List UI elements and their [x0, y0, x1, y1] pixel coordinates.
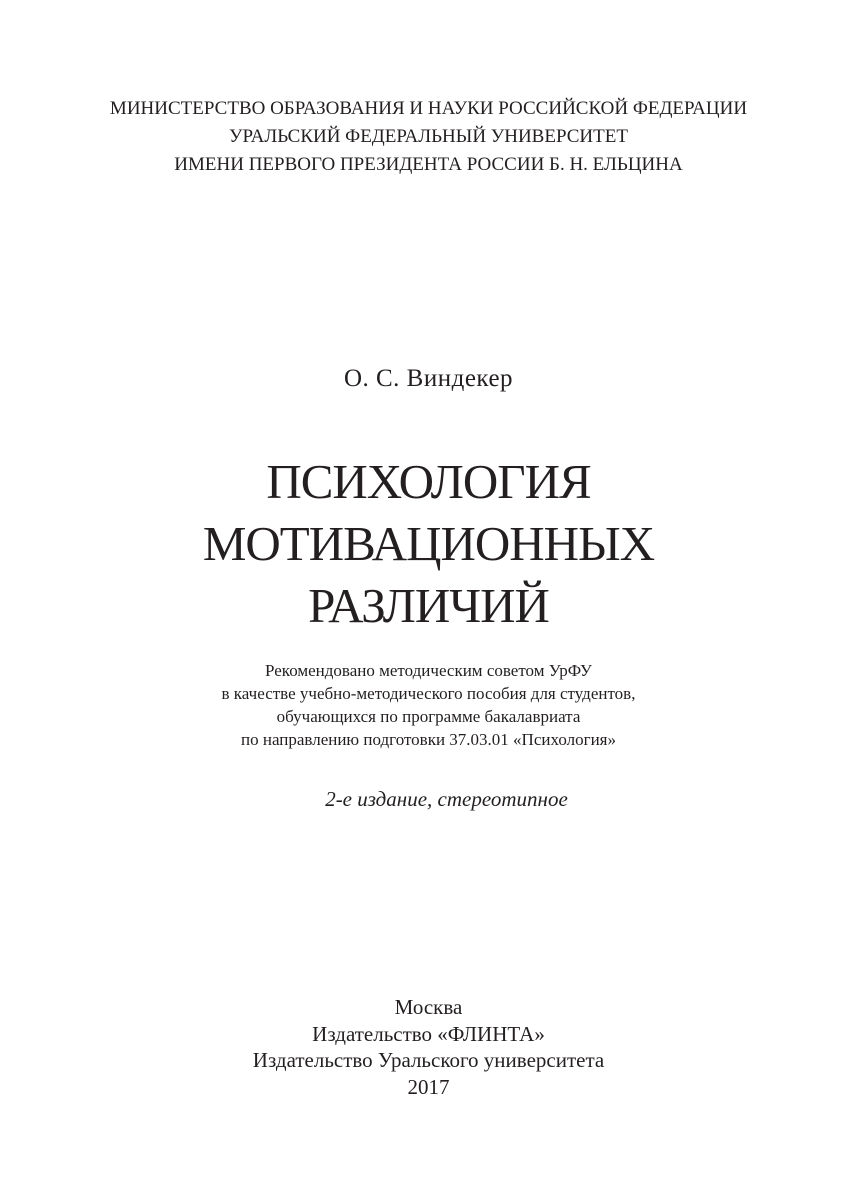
- author-name: О. С. Виндекер: [343, 365, 514, 392]
- imprint-block: [0, 994, 857, 1100]
- title-line-1: ПСИХОЛОГИЯ: [266, 454, 591, 509]
- book-title: [0, 451, 857, 637]
- imprint-city: Москва: [394, 995, 463, 1019]
- recommendation-line-3: обучающихся по программе бакалавриата: [276, 707, 581, 726]
- imprint-publisher-flinta: Издательство «ФЛИНТА»: [312, 1021, 545, 1046]
- university-name-line: ИМЕНИ ПЕРВОГО ПРЕЗИДЕНТА РОССИИ Б. Н. ЕЛЬЦИНА: [174, 154, 683, 175]
- institution-header: [0, 95, 857, 179]
- recommendation-line-4: по направлению подготовки 37.03.01 «Психология»: [241, 730, 616, 749]
- edition-note: 2-е издание, стереотипное: [325, 787, 568, 811]
- imprint-year: 2017: [407, 1074, 450, 1099]
- title-line-3: РАЗЛИЧИЙ: [308, 578, 549, 633]
- title-line-2: МОТИВАЦИОННЫХ: [202, 516, 655, 571]
- imprint-publisher-ural: Издательство Уральского университета: [252, 1048, 605, 1072]
- recommendation-text: [0, 659, 857, 751]
- ministry-line: МИНИСТЕРСТВО ОБРАЗОВАНИЯ И НАУКИ РОССИЙСКОЙ ФЕДЕРАЦИИ: [109, 98, 748, 119]
- recommendation-line-2: в качестве учебно-методического пособия для студентов,: [221, 684, 636, 703]
- university-line: УРАЛЬСКИЙ ФЕДЕРАЛЬНЫЙ УНИВЕРСИТЕТ: [229, 126, 628, 147]
- recommendation-line-1: Рекомендовано методическим советом УрФУ: [265, 661, 592, 680]
